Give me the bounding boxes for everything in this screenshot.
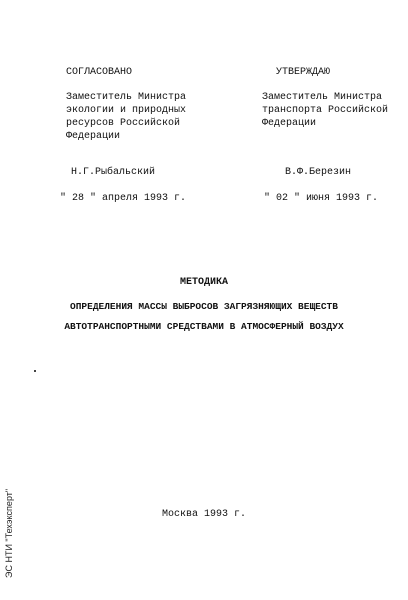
approver-position bbox=[66, 91, 186, 143]
approver-position-line: Заместитель Министра bbox=[66, 92, 187, 103]
confirmer-position-line: транспорта Российской bbox=[262, 105, 389, 116]
document-subtitle-line: АВТОТРАНСПОРТНЫМИ СРЕДСТВАМИ В АТМОСФЕРНЫЙ ВОЗДУХ bbox=[64, 321, 344, 332]
document-subtitle-line: ОПРЕДЕЛЕНИЯ МАССЫ ВЫБРОСОВ ЗАГРЯЗНЯЮЩИХ ВЕЩЕСТВ bbox=[70, 301, 338, 312]
confirmer-position-line: Заместитель Министра bbox=[262, 92, 383, 103]
confirmer-position bbox=[262, 91, 388, 130]
approved-heading: СОГЛАСОВАНО bbox=[66, 67, 133, 78]
document-title: МЕТОДИКА bbox=[179, 277, 228, 288]
approver-position-line: ресурсов Российской bbox=[66, 118, 181, 129]
place-date: Москва 1993 г. bbox=[161, 509, 246, 520]
confirmed-heading: УТВЕРЖДАЮ bbox=[276, 67, 331, 78]
stray-mark bbox=[34, 370, 36, 372]
approver-position-line: Федерации bbox=[66, 131, 121, 142]
confirmer-date: " 02 " июня 1993 г. bbox=[264, 193, 379, 204]
watermark-sidebar: ЭС НТИ "Техэксперт" bbox=[4, 488, 14, 578]
approver-position-line: экологии и природных bbox=[66, 105, 187, 116]
approver-date: " 28 " апреля 1993 г. bbox=[60, 193, 187, 204]
confirmer-signatory: В.Ф.Березин bbox=[285, 167, 352, 178]
approver-signatory: Н.Г.Рыбальский bbox=[71, 167, 156, 178]
confirmer-position-line: Федерации bbox=[262, 118, 317, 129]
